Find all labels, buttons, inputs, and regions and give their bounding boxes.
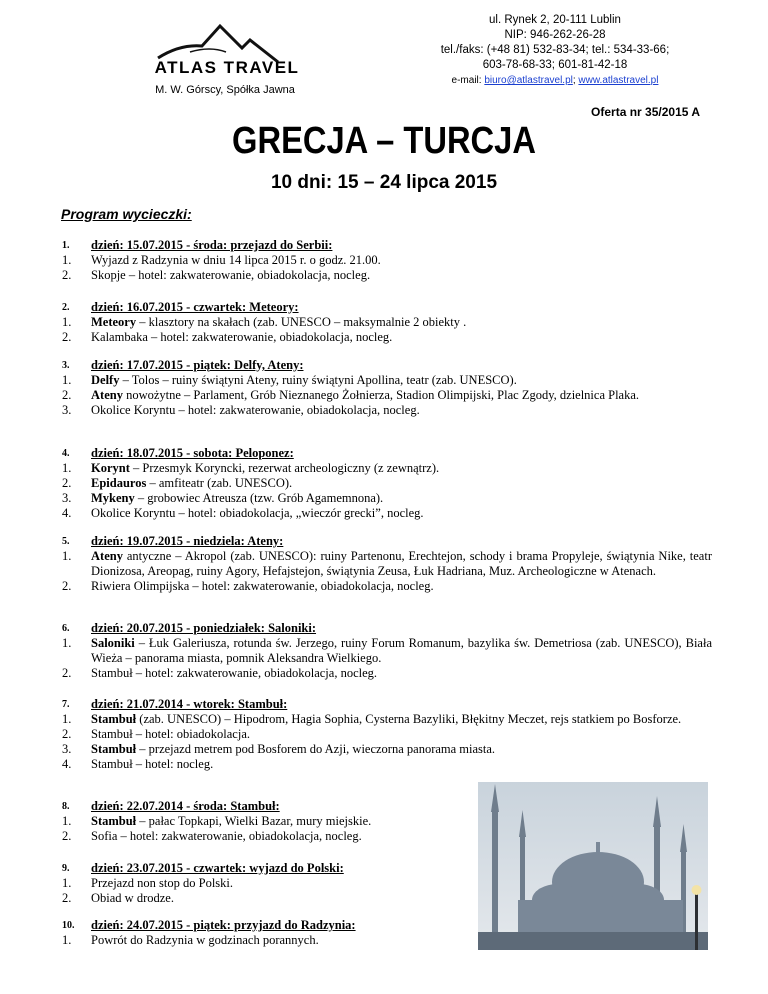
day-item [62,315,712,330]
day-heading-text: dzień: 18.07.2015 - sobota: Peloponez: [91,446,294,460]
item-description: nowożytne – Parlament, Grób Nieznanego Żołnierza, Stadion Olimpijski, Plac Zgody, dzielnica Plaka. [122,388,640,402]
day-number: 7. [62,699,70,710]
item-number: 2. [62,727,72,741]
item-text [91,757,712,772]
item-number: 2. [62,268,72,282]
day-block [62,697,712,772]
item-text [91,814,472,829]
day-number: 1. [62,240,70,251]
day-item [62,506,712,521]
day-block [62,358,712,418]
offer-number: Oferta nr 35/2015 A [591,105,700,119]
day-item [62,476,712,491]
place-name: Epidauros [91,476,147,490]
website-link[interactable]: www.atlastravel.pl [578,75,659,86]
day-item [62,712,712,727]
item-number: 2. [62,829,72,843]
day-heading [62,697,712,712]
item-text [91,876,472,891]
place-name: Delfy [91,373,120,387]
day-item [62,579,712,594]
item-number: 1. [62,315,72,329]
item-number: 1. [62,933,72,947]
day-item [62,727,712,742]
item-text [91,403,712,418]
day-number: 9. [62,863,70,874]
item-description: Stambuł – hotel: zakwaterowanie, obiadokolacja, nocleg. [91,666,378,680]
phone-line-2: 603-78-68-33; 601-81-42-18 [482,59,628,71]
item-description: – klasztory na skałach (zab. UNESCO – maksymalnie 2 obiekty . [136,315,467,329]
day-item [62,876,472,891]
company-name: M. W. Górscy, Spółka Jawna [155,84,295,96]
day-item [62,461,712,476]
place-name: Ateny [91,549,123,563]
day-heading [62,621,712,636]
day-item [62,549,712,579]
day-heading-text: dzień: 22.07.2014 - środa: Stambuł: [91,799,280,813]
phone-line-1: tel./faks: (+48 81) 532-83-34; tel.: 534-33-66; [440,44,670,56]
item-number: 1. [62,814,72,828]
day-item [62,757,712,772]
day-heading-text: dzień: 15.07.2015 - środa: przejazd do Serbii: [91,238,333,252]
day-item [62,373,712,388]
day-block [62,861,472,906]
day-block [62,446,712,521]
day-block [62,799,472,844]
day-heading [62,238,712,253]
day-item [62,829,472,844]
place-name: Meteory [91,315,137,329]
day-block [62,621,712,681]
item-text [91,666,712,681]
item-text [91,315,712,330]
item-description: Przejazd non stop do Polski. [91,876,234,890]
item-number: 2. [62,330,72,344]
day-number: 4. [62,448,70,459]
day-block [62,300,712,345]
item-text [91,330,712,345]
program-heading: Program wycieczki: [61,206,192,222]
item-description: Riwiera Olimpijska – hotel: zakwaterowanie, obiadokolacja, nocleg. [91,579,434,593]
item-text [91,491,712,506]
item-number: 2. [62,476,72,490]
item-number: 1. [62,253,72,267]
item-number: 2. [62,666,72,680]
item-text [91,933,472,948]
item-description: Stambuł – hotel: nocleg. [91,757,214,771]
item-description: – Przesmyk Koryncki, rezerwat archeologiczny (z zewnątrz). [129,461,440,475]
item-description: Sofia – hotel: zakwaterowanie, obiadokolacja, nocleg. [91,829,362,843]
item-number: 2. [62,891,72,905]
item-number: 3. [62,491,72,505]
day-item [62,742,712,757]
contact-info [415,13,695,88]
day-heading [62,300,712,315]
item-description: Okolice Koryntu – hotel: obiadokolacja, „wieczór grecki”, nocleg. [91,506,424,520]
item-description: – pałac Topkapi, Wielki Bazar, mury miejskie. [136,814,372,828]
brand-name: ATLAS TRAVEL [154,58,300,77]
item-text [91,712,712,727]
item-number: 1. [62,549,72,563]
day-number: 6. [62,623,70,634]
trip-dates: 10 dni: 15 – 24 lipca 2015 [270,172,498,193]
item-text [91,829,472,844]
day-block [62,918,472,948]
page-title: GRECJA – TURCJA [232,120,536,162]
day-item [62,388,712,403]
item-description: – przejazd metrem pod Bosforem do Azji, wieczorna panorama miasta. [136,742,496,756]
day-heading-text: dzień: 17.07.2015 - piątek: Delfy, Ateny: [91,358,304,372]
item-description: (zab. UNESCO) – Hipodrom, Hagia Sophia, Cysterna Bazyliki, Błękitny Meczet, rejs statkiem po Bosforze. [136,712,682,726]
item-text [91,268,712,283]
day-heading [62,799,472,814]
item-number: 1. [62,461,72,475]
item-text [91,549,712,579]
day-heading [62,534,712,549]
day-item [62,636,712,666]
place-name: Saloniki [91,636,135,650]
item-number: 3. [62,742,72,756]
item-description: Okolice Koryntu – hotel: zakwaterowanie, obiadokolacja, nocleg. [91,403,420,417]
item-text [91,476,712,491]
item-description: Stambuł – hotel: obiadokolacja. [91,727,250,741]
item-number: 2. [62,388,72,402]
day-item [62,891,472,906]
item-text [91,373,712,388]
blue-mosque-photo [478,782,708,950]
item-description: Skopje – hotel: zakwaterowanie, obiadokolacja, nocleg. [91,268,371,282]
day-heading-text: dzień: 24.07.2015 - piątek: przyjazd do Radzynia: [91,918,356,932]
place-name: Stambuł [91,712,137,726]
item-description: Powrót do Radzynia w godzinach porannych. [91,933,319,947]
email-line [415,73,695,88]
item-text [91,742,712,757]
day-item [62,814,472,829]
day-block [62,238,712,283]
day-item [62,933,472,948]
day-item [62,268,712,283]
item-number: 1. [62,636,72,650]
item-text [91,891,472,906]
day-heading-text: dzień: 20.07.2015 - poniedziałek: Saloniki: [91,621,317,635]
day-number: 5. [62,536,70,547]
item-number: 1. [62,876,72,890]
item-number: 3. [62,403,72,417]
item-number: 4. [62,506,72,520]
day-heading [62,918,472,933]
item-description: – amfiteatr (zab. UNESCO). [146,476,293,490]
item-number: 1. [62,373,72,387]
day-item [62,491,712,506]
day-item [62,666,712,681]
item-number: 1. [62,712,72,726]
item-description: Obiad w drodze. [91,891,174,905]
place-name: Stambuł [91,814,137,828]
day-heading-text: dzień: 19.07.2015 - niedziela: Ateny: [91,534,284,548]
item-description: antyczne – Akropol (zab. UNESCO): ruiny Partenonu, Erechtejon, schody i brama Propyleje, świątynia Nike, teatr Dionizosa, Areopag, ruiny Agory, Hefajstejon, świątynia Zeusa, Łuk Hadriana, Muz. Archeologiczne w Atenach. [91,549,712,578]
address: ul. Rynek 2, 20-111 Lublin [489,14,621,26]
item-number: 2. [62,579,72,593]
day-item [62,330,712,345]
item-text [91,579,712,594]
day-heading [62,861,472,876]
day-heading-text: dzień: 21.07.2014 - wtorek: Stambuł: [91,697,288,711]
day-number: 10. [62,920,75,931]
day-item [62,403,712,418]
email-link[interactable]: biuro@atlastravel.pl [484,75,573,86]
item-description: – Tolos – ruiny świątyni Ateny, ruiny świątyni Apollina, teatr (zab. UNESCO). [119,373,517,387]
email-prefix: e-mail: [451,75,485,86]
place-name: Ateny [91,388,123,402]
day-number: 8. [62,801,70,812]
item-number: 4. [62,757,72,771]
nip: NIP: 946-262-26-28 [504,29,606,41]
place-name: Stambuł [91,742,137,756]
day-item [62,253,712,268]
item-text [91,727,712,742]
item-description: Wyjazd z Radzynia w dniu 14 lipca 2015 r. o godz. 21.00. [91,253,381,267]
item-text [91,461,712,476]
day-number: 3. [62,360,70,371]
item-description: – grobowiec Atreusza (tzw. Grób Agamemnona). [134,491,384,505]
item-description: Kalambaka – hotel: zakwaterowanie, obiadokolacja, nocleg. [91,330,393,344]
place-name: Korynt [91,461,130,475]
item-description: – Łuk Galeriusza, rotunda św. Jerzego, ruiny Forum Romanum, bazylika św. Demetriosa (zab. UNESCO), Biała Wieża – panorama miasta, pomnik Aleksandra Wielkiego. [91,636,712,665]
day-heading-text: dzień: 16.07.2015 - czwartek: Meteory: [91,300,299,314]
day-heading [62,358,712,373]
day-block [62,534,712,594]
item-text [91,636,712,666]
item-text [91,388,712,403]
item-text [91,253,712,268]
day-heading-text: dzień: 23.07.2015 - czwartek: wyjazd do Polski: [91,861,344,875]
place-name: Mykeny [91,491,135,505]
item-text [91,506,712,521]
day-number: 2. [62,302,70,313]
link-separator: ; [572,75,579,86]
day-heading [62,446,712,461]
